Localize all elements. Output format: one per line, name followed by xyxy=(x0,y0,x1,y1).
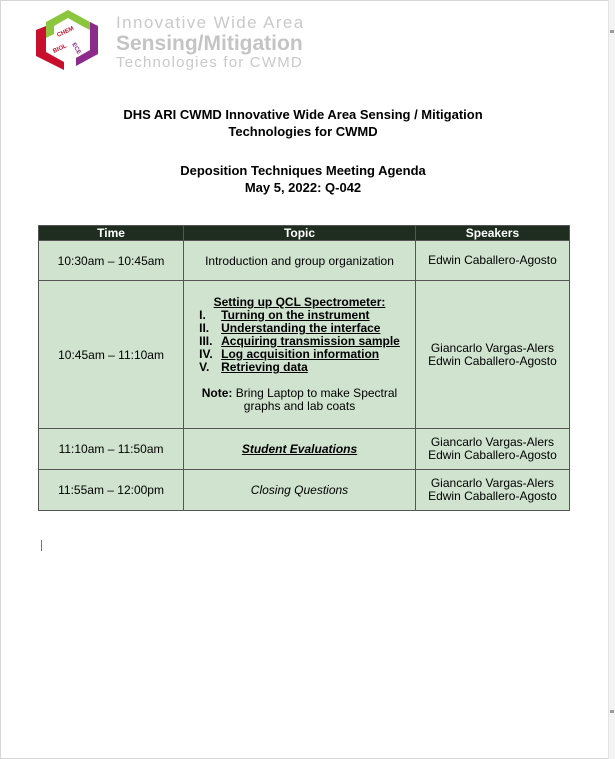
topic-cell xyxy=(184,429,416,470)
subtitle-line-1: Deposition Techniques Meeting Agenda xyxy=(180,163,426,178)
list-item xyxy=(199,361,400,374)
list-item-text: Understanding the interface xyxy=(221,321,381,335)
scrollbar[interactable] xyxy=(608,0,615,759)
scroll-marker xyxy=(610,710,614,713)
logo-badge-ece: ECE xyxy=(70,42,82,56)
subtitle-line-2: May 5, 2022: Q-042 xyxy=(244,180,362,195)
list-item-number: II. xyxy=(199,321,210,335)
speakers-cell xyxy=(415,470,569,511)
logo-line-3: Technologies for CWMD xyxy=(116,54,303,71)
logo-hexagon-icon xyxy=(32,6,102,74)
header-speakers: Speakers xyxy=(415,226,569,241)
list-item-number: III. xyxy=(199,334,213,348)
note-label: Note: xyxy=(201,386,233,400)
logo xyxy=(32,6,332,74)
text-cursor[interactable] xyxy=(41,540,42,551)
time-cell: 11:10am – 11:50am xyxy=(39,429,184,470)
qcl-topic-title: Setting up QCL Spectrometer: xyxy=(213,295,386,309)
speakers-cell xyxy=(415,281,569,429)
list-item-text: Log acquisition information xyxy=(221,347,380,361)
speaker-name-text: Giancarlo Vargas-Alers xyxy=(430,435,555,449)
list-item-number: I. xyxy=(199,308,206,322)
list-item-text: Acquiring transmission sample xyxy=(221,334,400,348)
speakers-cell xyxy=(415,241,569,281)
topic-cell xyxy=(184,470,416,511)
list-item-text: Turning on the instrument xyxy=(221,308,370,322)
speaker-name: Giancarlo Vargas-Alers xyxy=(430,340,555,355)
speakers-cell xyxy=(415,429,569,470)
logo-badge-biol: BIOL xyxy=(52,43,68,55)
topic-closing-questions: Closing Questions xyxy=(250,483,349,497)
document-title xyxy=(60,106,546,140)
speaker-name: Edwin Caballero-Agosto xyxy=(428,489,557,503)
topic-cell: Introduction and group organization xyxy=(184,241,416,281)
table-row xyxy=(39,470,570,511)
title-line-2: Technologies for CWMD xyxy=(228,124,378,139)
table-row xyxy=(39,281,570,429)
agenda-table xyxy=(38,225,570,511)
speaker-name-text: Giancarlo Vargas-Alers xyxy=(430,476,555,490)
table-row xyxy=(39,429,570,470)
title-line-1: DHS ARI CWMD Innovative Wide Area Sensing / Mitigation xyxy=(123,107,483,122)
topic-note xyxy=(187,387,412,413)
scroll-marker xyxy=(610,30,614,33)
qcl-topic-list xyxy=(199,296,400,374)
list-item-number: V. xyxy=(199,360,210,374)
topic-student-evaluations: Student Evaluations xyxy=(241,442,358,456)
logo-badge-chem: CHEM xyxy=(56,25,75,39)
topic-cell xyxy=(184,281,416,429)
table-row xyxy=(39,241,570,281)
list-item-number: IV. xyxy=(199,347,213,361)
logo-line-2: Sensing/Mitigation xyxy=(116,32,303,55)
logo-line-1: Innovative Wide Area xyxy=(116,13,305,32)
document-subtitle xyxy=(60,162,546,196)
list-item-text: Retrieving data xyxy=(221,360,308,374)
speaker-name: Edwin Caballero-Agosto xyxy=(428,353,557,368)
note-text: Bring Laptop to make Spectral graphs and lab coats xyxy=(235,386,398,413)
speaker-name: Edwin Caballero-Agosto xyxy=(428,448,557,462)
table-header-row xyxy=(39,226,570,241)
time-cell: 10:45am – 11:10am xyxy=(39,281,184,429)
time-cell: 11:55am – 12:00pm xyxy=(39,470,184,511)
speaker-name: Edwin Caballero-Agosto xyxy=(428,253,557,267)
header-time: Time xyxy=(39,226,184,241)
time-cell: 10:30am – 10:45am xyxy=(39,241,184,281)
header-topic: Topic xyxy=(184,226,416,241)
